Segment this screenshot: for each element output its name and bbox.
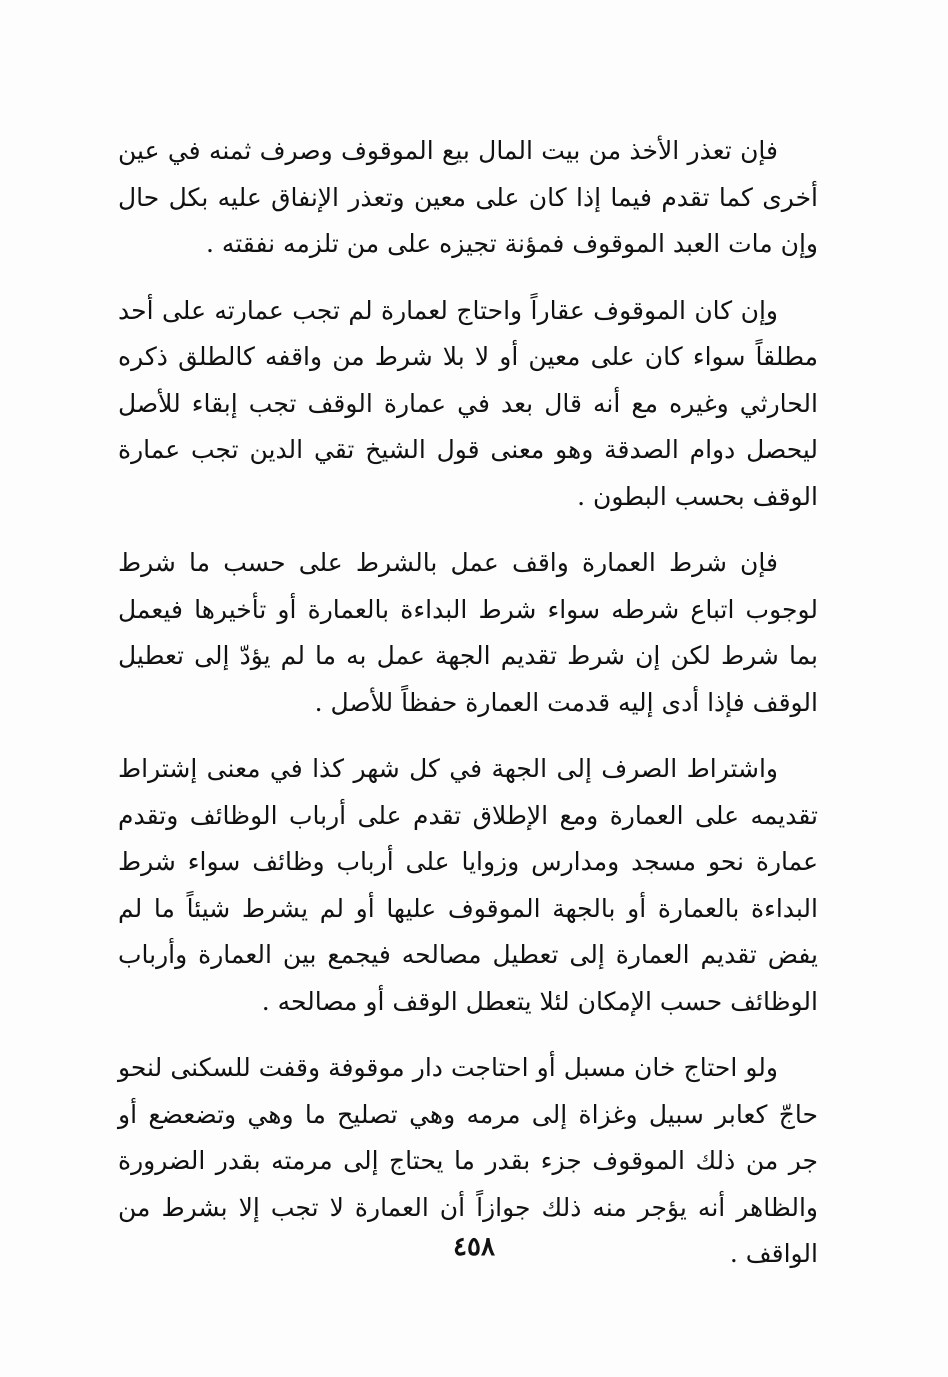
- paragraph-5: ولو احتاج خان مسبل أو احتاجت دار موقوفة وقفت للسكنى لنحو حاجّ كعابر سبيل وغزاة إلى مرمه وهي تصليح ما وهي وتضعضع أو جر من ذلك الموقوف جزء بقدر ما يحتاج إلى مرمته بقدر الضرورة والظاهر أنه يؤجر منه ذلك جوازاً أن العمارة لا تجب إلا بشرط من الواقف .: [118, 1053, 818, 1268]
- page-number: ٤٥٨: [453, 1232, 495, 1262]
- paragraph-2: وإن كان الموقوف عقاراً واحتاج لعمارة لم تجب عمارته على أحد مطلقاً سواء كان على معين أو لا بلا شرط من واقفه كالطلق ذكره الحارثي وغيره مع أنه قال بعد في عمارة الوقف تجب إبقاء للأصل ليحصل دوام الصدقة وهو معنى قول الشيخ تقي الدين تجب عمارة الوقف بحسب البطون .: [118, 295, 818, 511]
- paragraph-4: واشتراط الصرف إلى الجهة في كل شهر كذا في معنى إشتراط تقديمه على العمارة ومع الإطلاق تقدم على أرباب الوظائف وتقدم عمارة نحو مسجد ومدارس وزوايا على أرباب وظائف سواء شرط البداءة بالعمارة أو بالجهة الموقوف عليها أو لم يشرط شيئاً ما لم يفض تقديم العمارة إلى تعطيل مصالحه فيجمع بين العمارة وأرباب الوظائف حسب الإمكان لئلا يتعطل الوقف أو مصالحه .: [118, 754, 818, 1016]
- paragraph-3: فإن شرط العمارة واقف عمل بالشرط على حسب ما شرط لوجوب اتباع شرطه سواء شرط البداءة بالعمارة أو تأخيرها فيعمل بما شرط لكن إن شرط تقديم الجهة عمل به ما لم يؤدّ إلى تعطيل الوقف فإذا أدى إليه قدمت العمارة حفظاً للأصل .: [118, 548, 818, 717]
- body-text: [118, 128, 818, 1298]
- paragraph-1: فإن تعذر الأخذ من بيت المال بيع الموقوف وصرف ثمنه في عين أخرى كما تقدم فيما إذا كان على معين وتعذر الإنفاق عليه بكل حال وإن مات العبد الموقوف فمؤنة تجيزه على من تلزمه نفقته .: [118, 136, 818, 258]
